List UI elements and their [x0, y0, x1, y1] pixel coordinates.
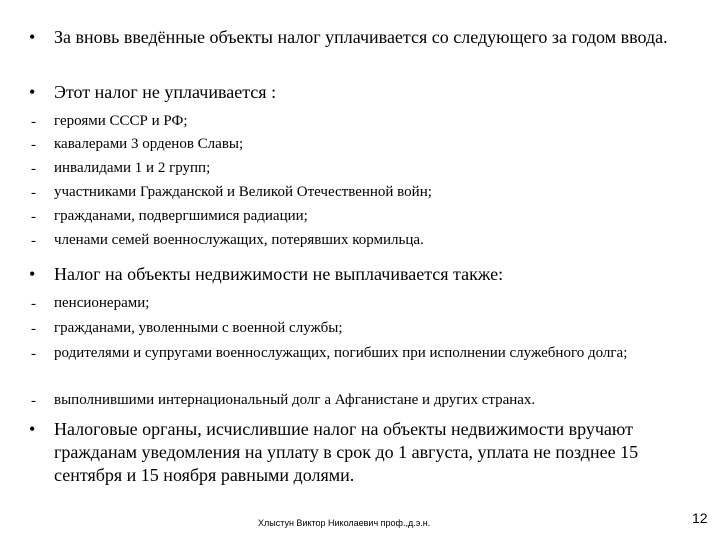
dash-marker: - [31, 114, 36, 130]
page-number: 12 [692, 510, 708, 526]
list-item-text: участниками Гражданской и Великой Отечественной войн; [54, 184, 432, 200]
bullet-marker: • [29, 419, 36, 439]
list-item-text: кавалерами 3 орденов Славы; [54, 136, 244, 152]
bullet-text: Этот налог не уплачивается : [54, 82, 277, 102]
dash-marker: - [31, 137, 36, 153]
bullet-text: За вновь введённые объекты налог уплачивается со следующего за годом ввода. [54, 27, 668, 47]
dash-marker: - [31, 161, 36, 177]
bullet-marker: • [29, 27, 36, 47]
bullet-marker: • [29, 264, 36, 284]
list-item-text: выполнившими интернациональный долг а Афганистане и других странах. [54, 392, 536, 408]
list-item-text: гражданами, уволенными с военной службы; [54, 320, 343, 336]
dash-marker: - [31, 185, 36, 201]
list-item-text: героями СССР и РФ; [54, 113, 188, 129]
dash-marker: - [31, 321, 36, 337]
dash-marker: - [31, 296, 36, 312]
dash-marker: - [31, 233, 36, 249]
bullet-marker: • [29, 82, 36, 102]
dash-marker: - [31, 393, 36, 409]
footer-author: Хлыстун Виктор Николаевич проф.,д.э.н. [258, 518, 431, 528]
bullet-text: Налог на объекты недвижимости не выплачивается также: [54, 264, 504, 284]
list-item-text: членами семей военнослужащих, потерявших кормильца. [54, 232, 424, 248]
list-item-text: инвалидами 1 и 2 групп; [54, 160, 211, 176]
list-item-text: родителями и супругами военнослужащих, погибших при исполнении служебного долга; [54, 345, 628, 361]
bullet-text: Налоговые органы, исчислившие налог на объекты недвижимости вручают гражданам уведомления на уплату в срок до 1 августа, уплата не позднее 15 сентября и 15 ноября равными долями. [54, 419, 639, 485]
list-item-text: пенсионерами; [54, 295, 150, 311]
dash-marker: - [31, 346, 36, 362]
list-item-text: гражданами, подвергшимися радиации; [54, 208, 308, 224]
dash-marker: - [31, 209, 36, 225]
